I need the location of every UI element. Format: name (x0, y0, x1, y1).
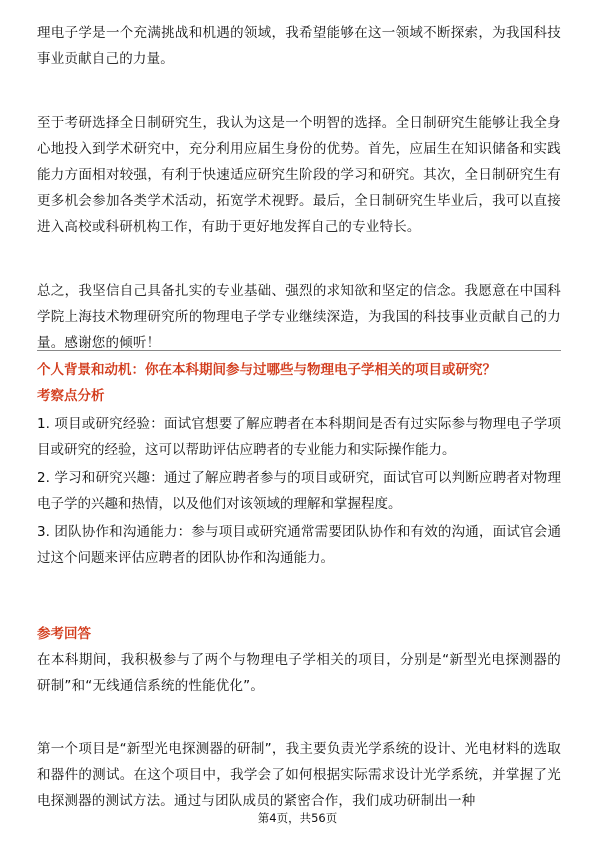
paragraph-fulltime-study: 至于考研选择全日制研究生，我认为这是一个明智的选择。全日制研究生能够让我全身心地投入到学术研究中，充分利用应届生身份的优势。首先，应届生在知识储备和实践能力方面相对较强，有利于快速适应研究生阶段的学习和研究。其次，全日制研究生有更多机会参加各类学术活动，拓宽学术视野。最后，全日制研究生毕业后，我可以直接进入高校或科研机构工作，有助于更好地发挥自己的专业特长。 (37, 115, 561, 235)
page-number-footer: 第4页，共56页 (257, 811, 338, 825)
analysis-item: 2. 学习和研究兴趣：通过了解应聘者参与的项目或研究，面试官可以判断应聘者对物理电子学的兴趣和热情，以及他们对该领域的理解和掌握程度。 (37, 470, 561, 512)
analysis-list (37, 411, 561, 573)
paragraph-intro-end: 理电子学是一个充满挑战和机遇的领域，我希望能够在这一领域不断探索，为我国科技事业贡献自己的力量。 (37, 25, 561, 67)
analysis-label: 考察点分析 (37, 388, 105, 404)
answer-paragraph: 在本科期间，我积极参与了两个与物理电子学相关的项目，分别是“新型光电探测器的研制”和“无线通信系统的性能优化”。 (37, 652, 561, 694)
question-heading: 个人背景和动机：你在本科期间参与过哪些与物理电子学相关的项目或研究？ (37, 362, 496, 378)
answer-label: 参考回答 (37, 626, 91, 642)
analysis-item: 3. 团队协作和沟通能力：参与项目或研究通常需要团队协作和有效的沟通，面试官会通过这个问题来评估应聘者的团队协作和沟通能力。 (37, 524, 561, 566)
analysis-item: 1. 项目或研究经验：面试官想要了解应聘者在本科期间是否有过实际参与物理电子学项目或研究的经验，这可以帮助评估应聘者的专业能力和实际操作能力。 (37, 416, 561, 458)
section-divider (37, 350, 561, 351)
answer-paragraph: 第一个项目是“新型光电探测器的研制”，我主要负责光学系统的设计、光电材料的选取和器件的测试。在这个项目中，我学会了如何根据实际需求设计光学系统，并掌握了光电探测器的测试方法。通过与团队成员的紧密合作，我们成功研制出一种 (37, 741, 561, 809)
paragraph-conclusion: 总之，我坚信自己具备扎实的专业基础、强烈的求知欲和坚定的信念。我愿意在中国科学院上海技术物理研究所的物理电子学专业继续深造，为我国的科技事业贡献自己的力量。感谢您的倾听！ (37, 283, 561, 351)
